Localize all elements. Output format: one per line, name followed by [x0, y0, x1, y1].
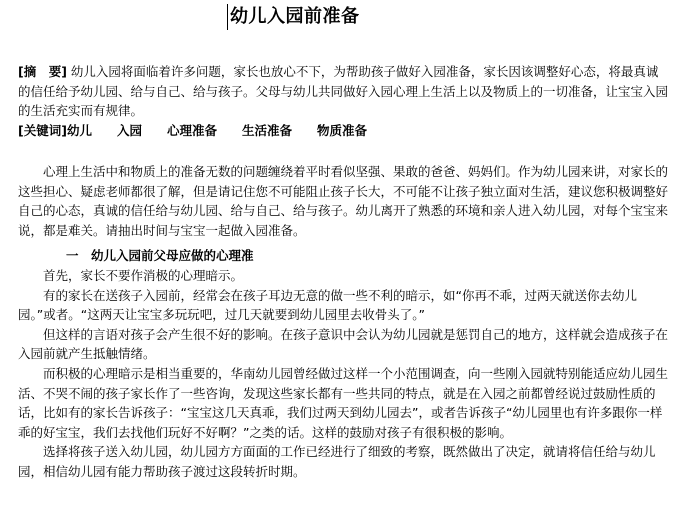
- section-heading: 一 幼儿入园前父母应做的心理准: [66, 248, 254, 263]
- body-paragraph: 而积极的心理暗示是相当重要的，华南幼儿园曾经做过这样一个小范围调查，向一些刚入园就特别能适应幼儿园生活、不哭不闹的孩子家长作了一些咨询，发现这些家长都有一些共同的特点，就是在入园之前都曾经说过鼓励性质的话，比如有的家长告诉孩子：“宝宝这几天真乖，我们过两天到幼儿园去”，或者告诉孩子“幼儿园里也有许多跟你一样乖的好宝宝，我们去找他们玩好不好啊？”之类的话。这样的鼓励对孩子有很积极的影响。: [18, 365, 669, 440]
- body-section: [18, 266, 670, 482]
- title-area: [230, 4, 360, 32]
- abstract: [18, 62, 670, 121]
- body-paragraph: 首先，家长不要作消极的心理暗示。: [43, 268, 244, 283]
- body-paragraph: 选择将孩子送入幼儿园，幼儿园方方面面的工作已经进行了细致的考察，既然做出了决定，就请将信任给与幼儿园，相信幼儿园有能力帮助孩子渡过这段转折时期。: [18, 444, 656, 479]
- intro-section: [18, 162, 670, 240]
- page-title: 幼儿入园前准备: [230, 6, 360, 27]
- keywords-items: 幼儿 入园 心理准备 生活准备 物质准备: [66, 123, 367, 138]
- intro-paragraph: 心理上生活中和物质上的准备无数的问题缠绕着平时看似坚强、果敢的爸爸、妈妈们。作为幼儿园来讲，对家长的这些担心、疑虑老师都很了解，但是请记住您不可能阻止孩子长大，不可能不让孩子独立面对生活，建议您积极调整好自己的心态，真诚的信任给与幼儿园、给与自己、给与孩子。幼儿离开了熟悉的环境和亲人进入幼儿园，对每个宝宝来说，都是难关。请抽出时间与宝宝一起做入园准备。: [18, 164, 669, 238]
- abstract-label: [摘 要]: [18, 64, 67, 79]
- keywords-label: [关键词]: [18, 123, 67, 138]
- body-paragraph: 但这样的言语对孩子会产生很不好的影响。在孩子意识中会认为幼儿园就是惩罚自己的地方，这样就会造成孩子在入园前就产生抵触情绪。: [18, 326, 669, 362]
- abstract-text: 幼儿入园将面临着许多问题，家长也放心不下，为帮助孩子做好入园准备，家长因该调整好心态，将最真诚的信任给予幼儿园、给与自己、给与孩子。父母与幼儿共同做好入园心理上生活上以及物质上的一切准备，让宝宝入园的生活充实而有规律。: [18, 64, 669, 119]
- keywords: [18, 121, 367, 140]
- body-paragraph: 有的家长在送孩子入园前，经常会在孩子耳边无意的做一些不利的暗示，如“你再不乖，过两天就送你去幼儿园。”或者。“这两天让宝宝多玩玩吧，过几天就要到幼儿园里去收骨头了。”: [18, 287, 637, 323]
- text-cursor: [227, 4, 228, 30]
